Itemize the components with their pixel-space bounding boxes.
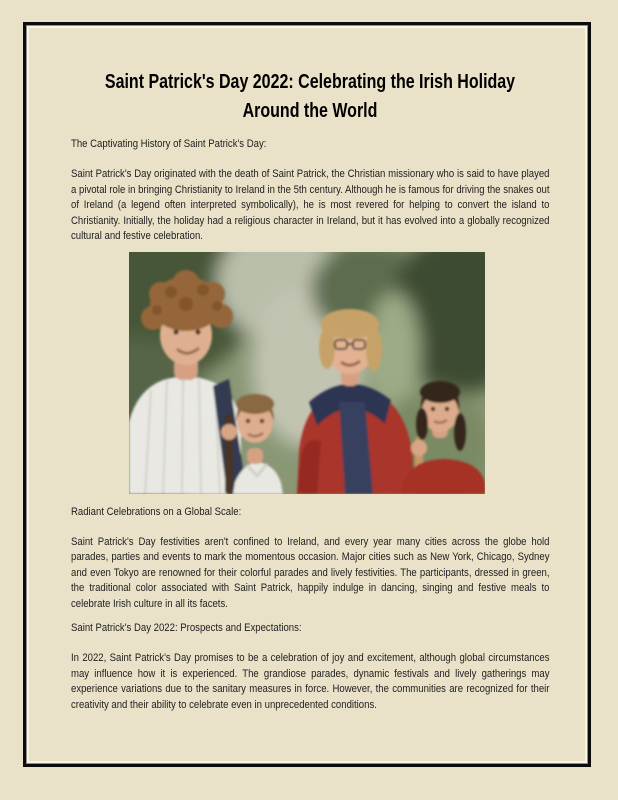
section-heading-history: The Captivating History of Saint Patrick's Day: [71,138,267,150]
page-border-frame [23,22,591,767]
page-content [26,25,588,764]
section-heading-prospects: Saint Patrick's Day 2022: Prospects and Expectations: [71,622,302,634]
article-title-line-1: Saint Patrick's Day 2022: Celebrating the Irish Holiday [104,71,516,93]
section-heading-celebrations: Radiant Celebrations on a Global Scale: [71,505,242,518]
family-photo [129,252,485,494]
section-body-celebrations: Saint Patrick's Day festivities aren't confined to Ireland, and every year many cities across the globe hold parades, parties and events to mark the momentous occasion. Major cities such as New York, Chicago, Sydney and even Tokyo are renowned for their colorful parades and lively festivities. The participants, dressed in green, the traditional color associated with Saint Patrick, happily indulge in dancing, singing and festive meals to celebrate Irish culture in all its facets. [71,535,550,610]
article-title-line-2: Around the World [242,100,378,122]
article-title [70,68,550,126]
section-body-prospects: In 2022, Saint Patrick's Day promises to be a celebration of joy and excitement, although global circumstances may influence how it is experienced. The grandiose parades, dynamic festivals and lively gatherings may experience variations due to the sanitary measures in force. However, the communities are recognized for their creativity and their ability to celebrate even in unprecedented conditions. [71,652,550,711]
section-body-history: Saint Patrick's Day originated with the death of Saint Patrick, the Christian missionary who is said to have played a pivotal role in bringing Christianity to Ireland in the 5th century. Although he is famous for driving the snakes out of Ireland (a legend often interpreted symbolically), he is most revered for helping to convert the island to Christianity. Initially, the holiday had a religious character in Ireland, but it has evolved into a globally recognized cultural and festive celebration. [71,168,550,242]
family-photo-illustration [129,252,485,494]
